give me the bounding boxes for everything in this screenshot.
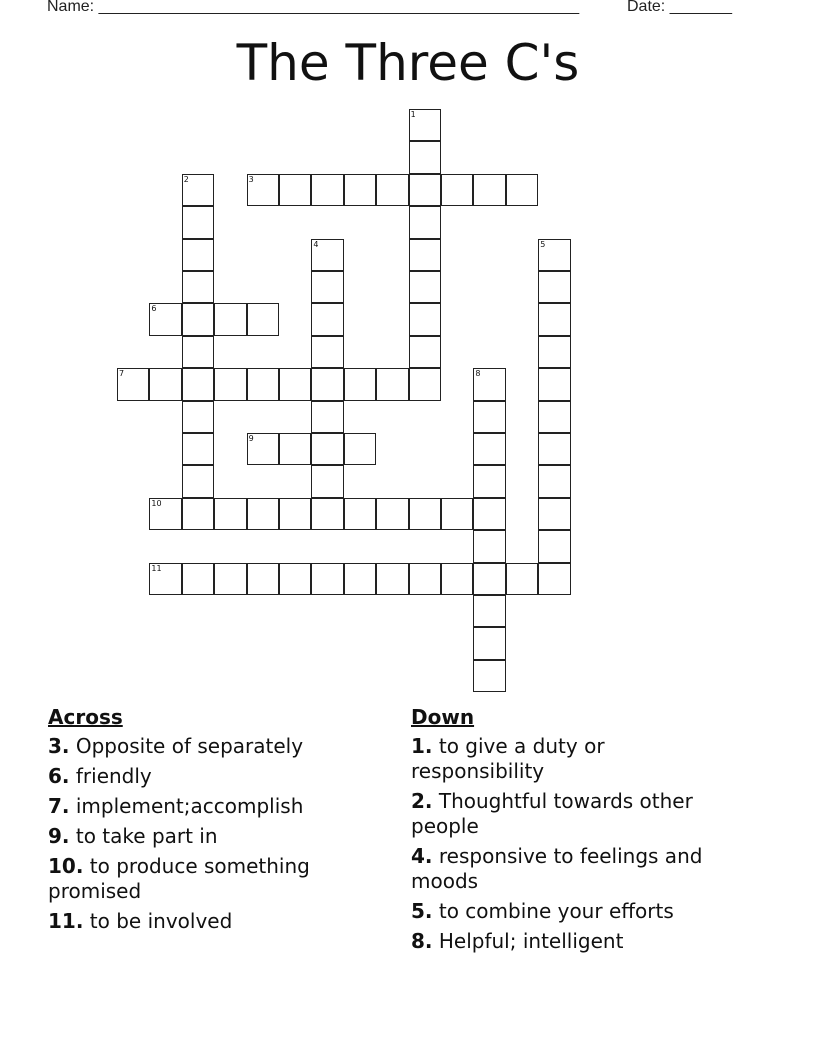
clue-number: 6 (151, 304, 157, 314)
grid-cell[interactable] (538, 303, 570, 335)
clue-text: to combine your efforts (432, 899, 674, 923)
grid-cell[interactable] (279, 368, 311, 400)
across-clues (48, 704, 378, 939)
grid-cell[interactable] (473, 465, 505, 497)
across-clue-list (48, 734, 378, 934)
grid-cell[interactable] (473, 530, 505, 562)
grid-cell[interactable] (473, 368, 505, 400)
grid-cell[interactable] (311, 401, 343, 433)
clue-text: to take part in (69, 824, 218, 848)
across-clue (48, 854, 378, 904)
grid-cell[interactable] (311, 336, 343, 368)
grid-cell[interactable] (247, 498, 279, 530)
grid-cell[interactable] (376, 563, 408, 595)
clue-number: 7 (119, 369, 125, 379)
grid-cell[interactable] (182, 239, 214, 271)
clue-text: friendly (69, 764, 152, 788)
clue-number-label: 2. (411, 789, 433, 813)
grid-cell[interactable] (247, 563, 279, 595)
grid-cell[interactable] (538, 401, 570, 433)
grid-cell[interactable] (182, 303, 214, 335)
down-clues (411, 704, 741, 959)
clue-text: responsive to feelings and moods (411, 844, 703, 893)
grid-cell[interactable] (182, 563, 214, 595)
grid-cell[interactable] (473, 563, 505, 595)
down-clue (411, 929, 741, 954)
clue-text: Opposite of separately (69, 734, 304, 758)
clue-number-label: 3. (48, 734, 70, 758)
grid-cell[interactable] (247, 174, 279, 206)
grid-cell[interactable] (182, 206, 214, 238)
grid-cell[interactable] (311, 271, 343, 303)
grid-cell[interactable] (538, 465, 570, 497)
clue-text: to be involved (83, 909, 233, 933)
clue-number-label: 1. (411, 734, 433, 758)
grid-cell[interactable] (182, 336, 214, 368)
page-title: The Three C's (236, 34, 580, 92)
grid-cell[interactable] (279, 433, 311, 465)
clue-number: 8 (475, 369, 481, 379)
clue-number: 5 (540, 239, 546, 249)
clue-number-label: 10. (48, 854, 84, 878)
grid-cell[interactable] (247, 303, 279, 335)
clue-number-label: 6. (48, 764, 70, 788)
grid-cell[interactable] (506, 563, 538, 595)
clue-text: Helpful; intelligent (432, 929, 624, 953)
clue-number-label: 4. (411, 844, 433, 868)
grid-cell[interactable] (344, 498, 376, 530)
clue-number: 10 (151, 498, 162, 508)
grid-cell[interactable] (473, 401, 505, 433)
grid-cell[interactable] (149, 498, 181, 530)
grid-cell[interactable] (473, 174, 505, 206)
grid-cell[interactable] (409, 109, 441, 141)
grid-cell[interactable] (409, 141, 441, 173)
grid-cell[interactable] (182, 401, 214, 433)
across-clue (48, 909, 378, 934)
clue-number: 3 (248, 174, 254, 184)
grid-cell[interactable] (214, 563, 246, 595)
clue-number: 2 (183, 174, 189, 184)
grid-cell[interactable] (409, 368, 441, 400)
down-clue-list (411, 734, 741, 954)
clue-number: 11 (151, 563, 162, 573)
grid-cell[interactable] (182, 433, 214, 465)
grid-cell[interactable] (214, 303, 246, 335)
clue-number: 9 (248, 434, 254, 443)
grid-cell[interactable] (344, 563, 376, 595)
grid-cell[interactable] (441, 498, 473, 530)
grid-cell[interactable] (538, 563, 570, 595)
grid-cell[interactable] (473, 498, 505, 530)
grid-cell[interactable] (409, 303, 441, 335)
grid-cell[interactable] (214, 368, 246, 400)
grid-cell[interactable] (279, 563, 311, 595)
clue-number: 1 (410, 110, 416, 119)
grid-cell[interactable] (344, 174, 376, 206)
grid-cell[interactable] (214, 498, 246, 530)
grid-cell[interactable] (538, 239, 570, 271)
grid-cell[interactable] (311, 465, 343, 497)
across-heading: Across (48, 705, 123, 729)
grid-cell[interactable] (149, 303, 181, 335)
clue-number-label: 11. (48, 909, 84, 933)
down-clue (411, 734, 741, 784)
grid-cell[interactable] (311, 239, 343, 271)
grid-cell[interactable] (376, 368, 408, 400)
date-field-label: Date: _______ (627, 0, 732, 15)
grid-cell[interactable] (182, 498, 214, 530)
grid-cell[interactable] (182, 465, 214, 497)
grid-cell[interactable] (311, 303, 343, 335)
grid-cell[interactable] (247, 368, 279, 400)
grid-cell[interactable] (538, 368, 570, 400)
grid-cell[interactable] (441, 174, 473, 206)
down-clue (411, 899, 741, 924)
grid-cell[interactable] (538, 433, 570, 465)
grid-cell[interactable] (149, 563, 181, 595)
grid-cell[interactable] (344, 433, 376, 465)
grid-cell[interactable] (473, 433, 505, 465)
clue-number-label: 8. (411, 929, 433, 953)
down-heading: Down (411, 705, 475, 729)
grid-cell[interactable] (311, 563, 343, 595)
grid-cell[interactable] (376, 498, 408, 530)
grid-cell[interactable] (247, 433, 279, 465)
grid-cell[interactable] (538, 271, 570, 303)
clue-text: to give a duty or responsibility (411, 734, 605, 783)
grid-cell[interactable] (409, 498, 441, 530)
across-clue (48, 794, 378, 819)
grid-cell[interactable] (182, 174, 214, 206)
across-clue (48, 824, 378, 849)
across-clue (48, 734, 378, 759)
grid-cell[interactable] (409, 174, 441, 206)
grid-cell[interactable] (409, 206, 441, 238)
grid-cell[interactable] (538, 498, 570, 530)
grid-cell[interactable] (473, 660, 505, 692)
grid-cell[interactable] (538, 530, 570, 562)
grid-cell[interactable] (409, 336, 441, 368)
grid-cell[interactable] (473, 627, 505, 659)
grid-cell[interactable] (182, 271, 214, 303)
grid-cell[interactable] (538, 336, 570, 368)
grid-cell[interactable] (311, 368, 343, 400)
grid-cell[interactable] (409, 239, 441, 271)
across-clue (48, 764, 378, 789)
grid-cell[interactable] (149, 368, 181, 400)
grid-cell[interactable] (344, 368, 376, 400)
down-clue (411, 789, 741, 839)
grid-cell[interactable] (473, 595, 505, 627)
clue-number: 4 (313, 239, 319, 249)
grid-cell[interactable] (311, 433, 343, 465)
clue-number-label: 7. (48, 794, 70, 818)
clue-text: Thoughtful towards other people (411, 789, 693, 838)
grid-cell[interactable] (279, 174, 311, 206)
grid-cell[interactable] (311, 174, 343, 206)
down-clue (411, 844, 741, 894)
grid-cell[interactable] (376, 174, 408, 206)
grid-cell[interactable] (506, 174, 538, 206)
clue-number-label: 5. (411, 899, 433, 923)
grid-cell[interactable] (117, 368, 149, 400)
grid-cell[interactable] (409, 271, 441, 303)
grid-cell[interactable] (279, 498, 311, 530)
grid-cell[interactable] (441, 563, 473, 595)
clue-number-label: 9. (48, 824, 70, 848)
clue-text: implement;accomplish (69, 794, 304, 818)
name-field-label: Name: ______________________________________________________ (47, 0, 580, 15)
clue-text: to produce something promised (48, 854, 310, 903)
grid-cell[interactable] (311, 498, 343, 530)
grid-cell[interactable] (409, 563, 441, 595)
grid-cell[interactable] (182, 368, 214, 400)
